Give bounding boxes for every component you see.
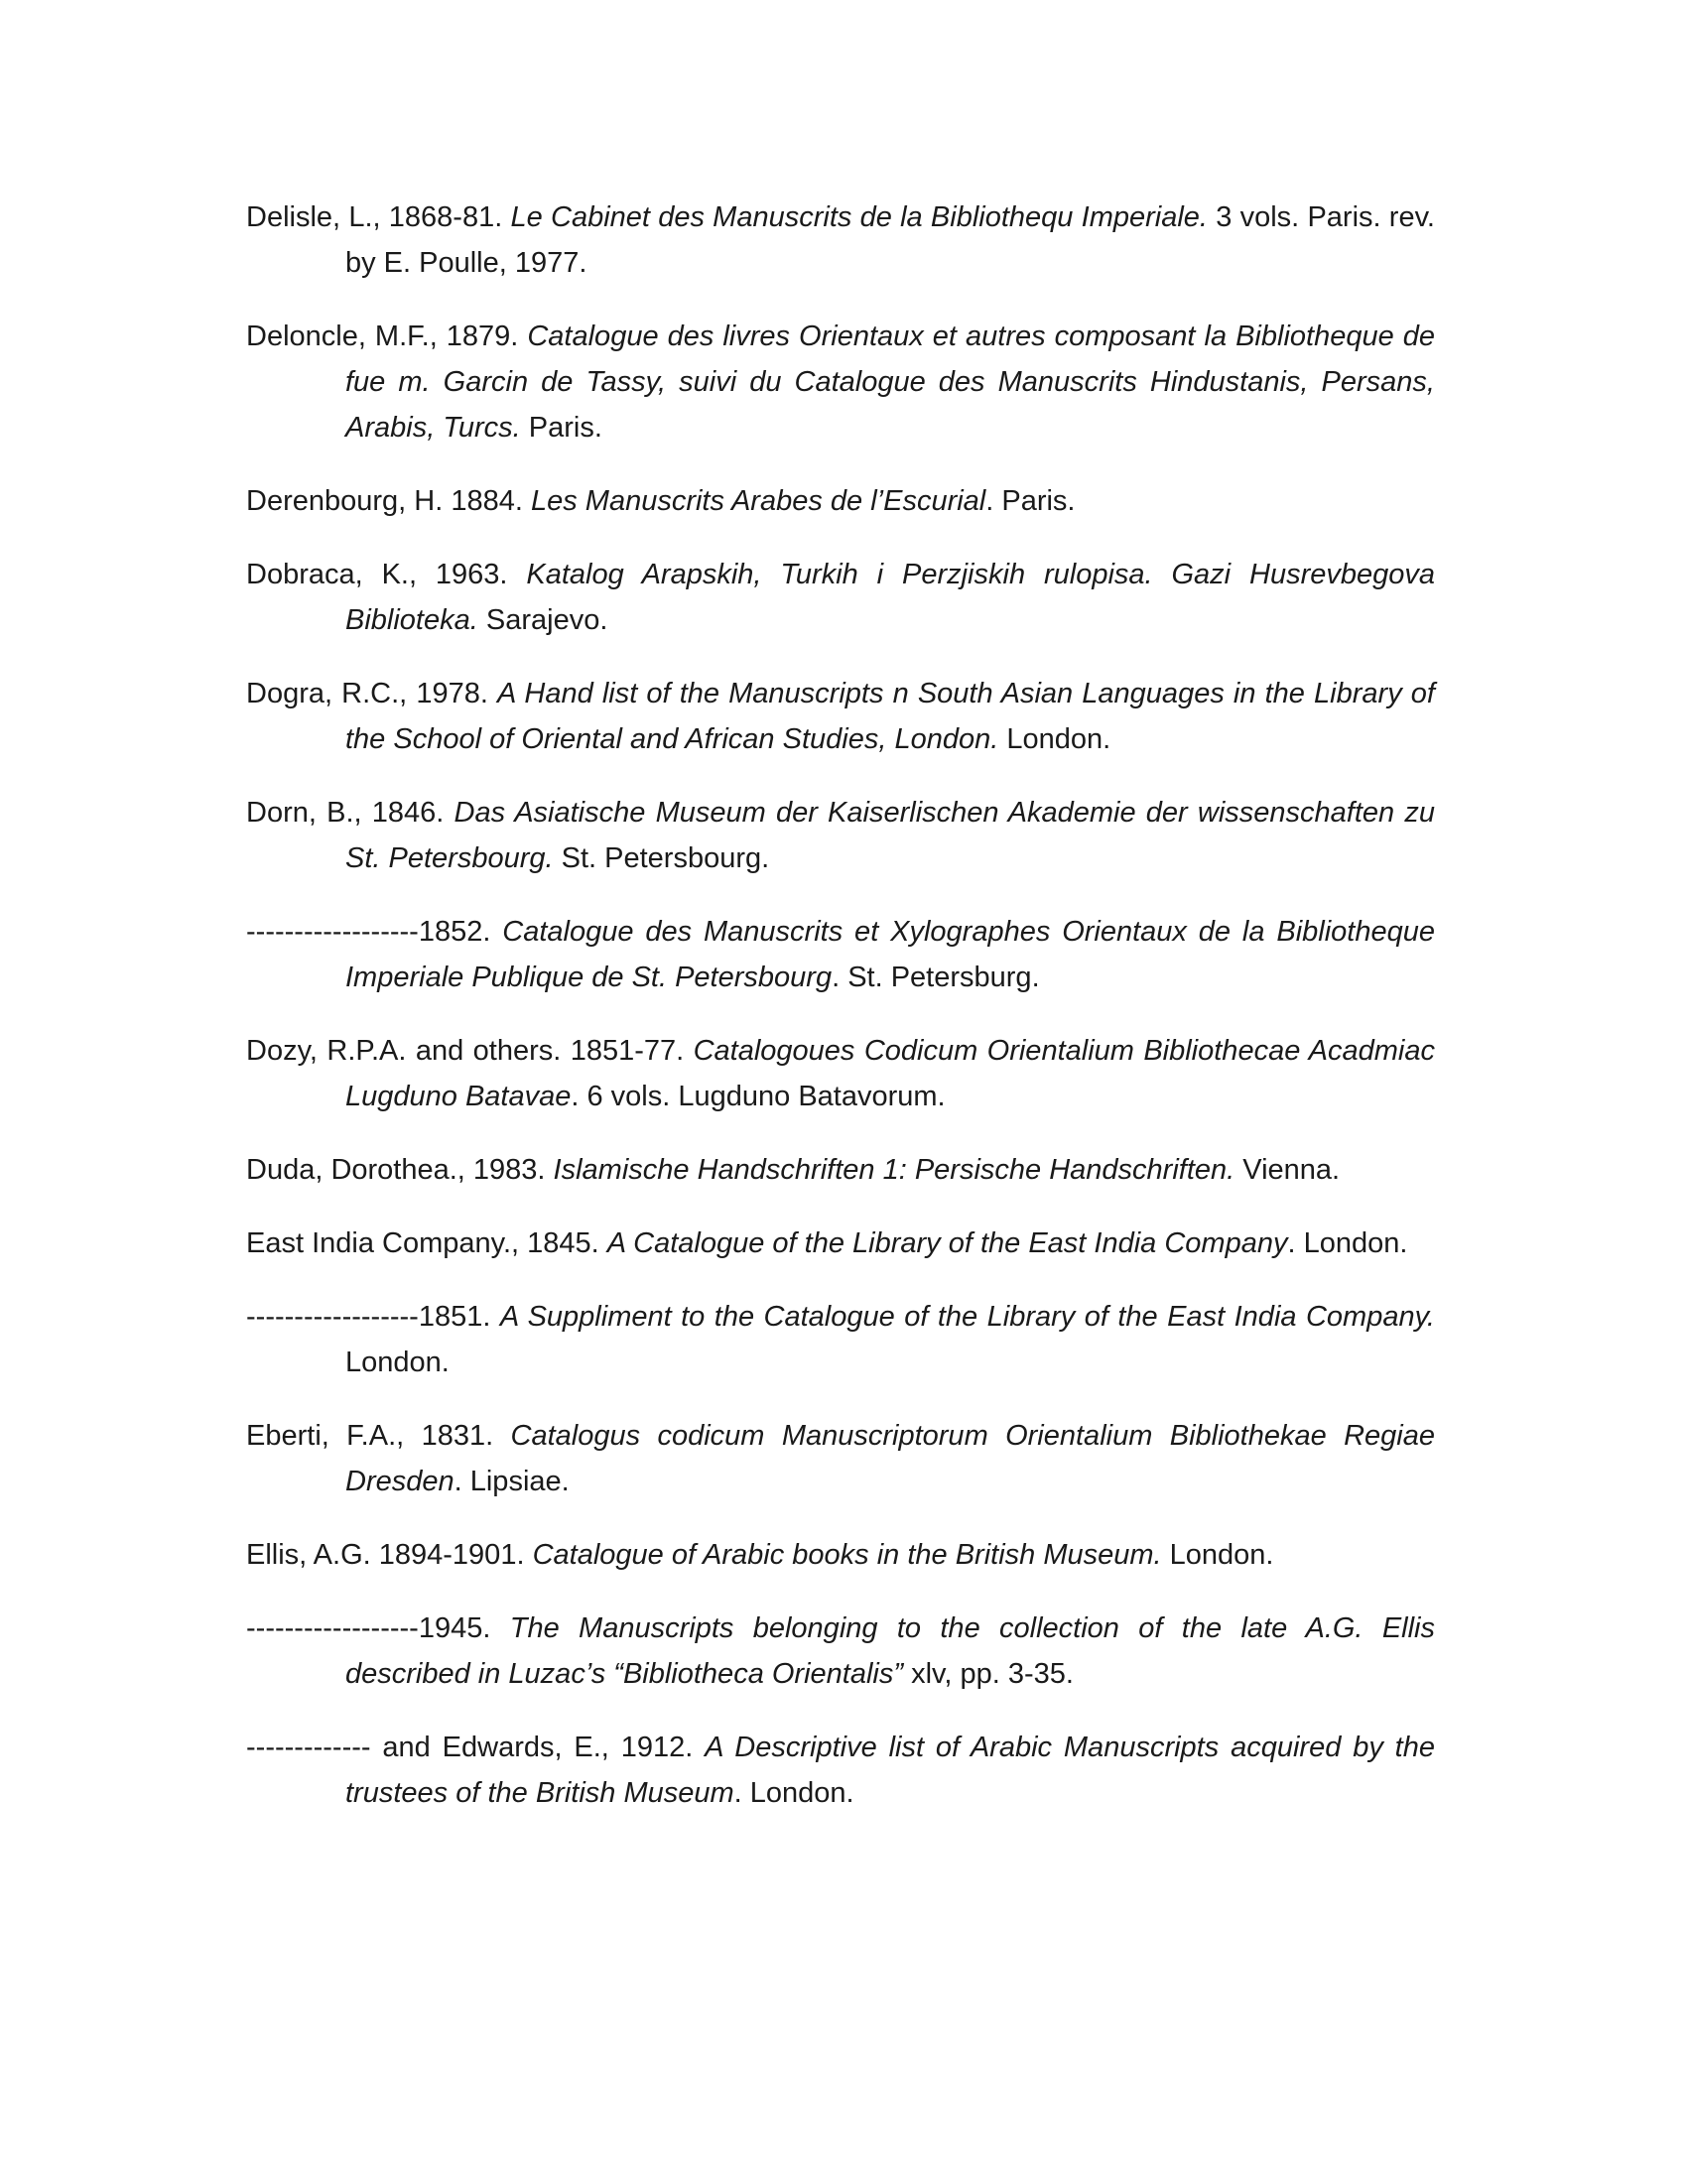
entry-publication-info: St. Petersbourg. [553, 842, 770, 874]
bibliography-entry-dobraca [246, 552, 1435, 643]
entry-title: Das Asiatische Museum der Kaiserlischen Akademie der wissenschaften zu St. Petersbourg. [345, 797, 1435, 874]
entry-publication-info: Paris. [520, 412, 602, 444]
entry-publication-info: . 6 vols. Lugduno Batavorum. [571, 1081, 946, 1112]
bibliography-entry-eberti [246, 1413, 1435, 1504]
entry-publication-info: Sarajevo. [477, 604, 608, 636]
entry-title: Catalogue des livres Orientaux et autres composant la Bibliotheque de fue m. Garcin de Tassy, suivi du Catalogue des Manuscrits Hindustanis, Persans, Arabis, Turcs. [345, 321, 1435, 444]
bibliography-entry-east-india-1851 [246, 1294, 1435, 1385]
bibliography-entry-dorn-1852 [246, 909, 1435, 1000]
bibliography-entry-dogra [246, 671, 1435, 762]
entry-publication-info: Vienna. [1234, 1154, 1341, 1186]
entry-publication-info: London. [1161, 1539, 1274, 1571]
bibliography-entry-ellis-1894 [246, 1532, 1435, 1578]
entry-author-year: Dobraca, K., 1963. [246, 559, 527, 590]
entry-author-year: Eberti, F.A., 1831. [246, 1420, 511, 1452]
entry-publication-info: London. [345, 1347, 450, 1378]
entry-author-year: Ellis, A.G. 1894-1901. [246, 1539, 533, 1571]
bibliography-entry-east-india-1845 [246, 1220, 1435, 1266]
entry-author-year: ------------------1851. [246, 1301, 500, 1333]
entry-author-year: Delisle, L., 1868-81. [246, 201, 511, 233]
bibliography-entry-deloncle [246, 314, 1435, 450]
entry-publication-info: . London. [733, 1777, 854, 1809]
entry-title: Catalogoues Codicum Orientalium Bibliothecae Acadmiac Lugduno Batavae [345, 1035, 1435, 1112]
bibliography-entry-dorn-1846 [246, 790, 1435, 881]
entry-author-year: Duda, Dorothea., 1983. [246, 1154, 554, 1186]
entry-title: Le Cabinet des Manuscrits de la Bibliothequ Imperiale. [510, 201, 1208, 233]
entry-author-year: Dorn, B., 1846. [246, 797, 454, 829]
bibliography-entry-ellis-1945 [246, 1606, 1435, 1697]
entry-title: A Catalogue of the Library of the East India Company [606, 1227, 1288, 1259]
entry-title: Catalogue des Manuscrits et Xylographes Orientaux de la Bibliotheque Imperiale Publique de St. Petersbourg [345, 916, 1435, 993]
bibliography-list [246, 194, 1435, 1816]
entry-title: Catalogue of Arabic books in the British Museum. [532, 1539, 1162, 1571]
entry-publication-info: . Paris. [985, 485, 1076, 517]
bibliography-entry-delisle [246, 194, 1435, 286]
entry-title: A Descriptive list of Arabic Manuscripts acquired by the trustees of the British Museum [345, 1732, 1435, 1809]
entry-author-year: Derenbourg, H. 1884. [246, 485, 531, 517]
entry-publication-info: . London. [1287, 1227, 1408, 1259]
entry-title: Les Manuscrits Arabes de l’Escurial [530, 485, 986, 517]
entry-author-year: East India Company., 1845. [246, 1227, 607, 1259]
entry-title: A Suppliment to the Catalogue of the Library of the East India Company. [499, 1301, 1435, 1333]
entry-author-year: ------------------1852. [246, 916, 503, 948]
entry-publication-info: . Lipsiae. [454, 1466, 570, 1497]
bibliography-entry-duda [246, 1147, 1435, 1193]
entry-author-year: Deloncle, M.F., 1879. [246, 321, 528, 352]
entry-title: The Manuscripts belonging to the collection of the late A.G. Ellis described in Luzac’s “Bibliotheca Orientalis” [345, 1612, 1435, 1690]
entry-author-year: ------------- and Edwards, E., 1912. [246, 1732, 706, 1763]
entry-title: Catalogus codicum Manuscriptorum Orientalium Bibliothekae Regiae Dresden [345, 1420, 1435, 1497]
bibliography-entry-dozy [246, 1028, 1435, 1119]
bibliography-entry-derenbourg [246, 478, 1435, 524]
entry-title: Katalog Arapskih, Turkih i Perzjiskih rulopisa. Gazi Husrevbegova Biblioteka. [345, 559, 1435, 636]
entry-publication-info: . St. Petersburg. [832, 962, 1040, 993]
bibliography-entry-ellis-edwards-1912 [246, 1725, 1435, 1816]
entry-title: A Hand list of the Manuscripts n South Asian Languages in the Library of the School of Oriental and African Studies, London. [345, 678, 1435, 755]
entry-publication-info: 3 vols. Paris. rev. by E. Poulle, 1977. [345, 201, 1435, 279]
entry-title: Islamische Handschriften 1: Persische Handschriften. [553, 1154, 1235, 1186]
entry-publication-info: xlv, pp. 3-35. [903, 1658, 1074, 1690]
entry-author-year: Dogra, R.C., 1978. [246, 678, 498, 709]
entry-author-year: ------------------1945. [246, 1612, 510, 1644]
entry-author-year: Dozy, R.P.A. and others. 1851-77. [246, 1035, 694, 1067]
entry-publication-info: London. [998, 723, 1111, 755]
